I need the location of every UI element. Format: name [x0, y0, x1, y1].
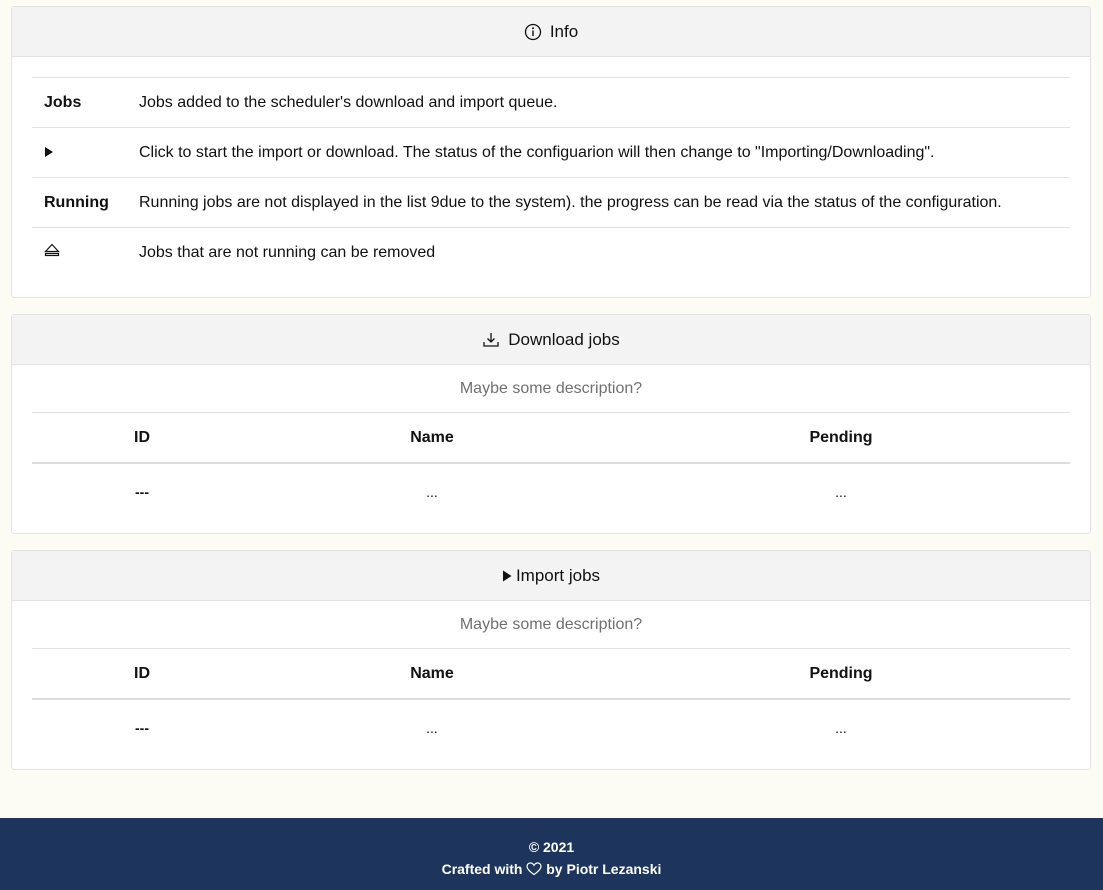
- eject-icon: [44, 244, 60, 261]
- download-jobs-table: [32, 413, 1070, 519]
- column-header-id: ID: [32, 649, 252, 699]
- info-card-title: Info: [549, 21, 579, 41]
- play-icon: [44, 144, 54, 161]
- download-jobs-title: Download jobs: [508, 329, 620, 349]
- cell-name: ...: [426, 483, 438, 500]
- table-row: [32, 463, 1070, 519]
- download-jobs-body: [12, 365, 1090, 519]
- footer-copyright: © 2021: [528, 839, 575, 855]
- cell-pending: ...: [835, 719, 847, 736]
- column-header-pending: Pending: [612, 413, 1070, 463]
- info-desc-eject: Jobs that are not running can be removed: [139, 243, 436, 261]
- info-term-running: Running: [44, 193, 109, 211]
- import-jobs-body: [12, 601, 1090, 755]
- info-card-header: [12, 7, 1090, 57]
- cell-id: ---: [135, 483, 149, 500]
- cell-id: ---: [135, 719, 149, 736]
- table-header-row: [32, 649, 1070, 699]
- download-jobs-header: [12, 315, 1090, 365]
- column-header-id: ID: [32, 413, 252, 463]
- footer-crafted-prefix: Crafted with: [441, 861, 523, 877]
- info-desc-play: Click to start the import or download. The status of the configuarion will then change to "Importing/Downloading".: [139, 143, 935, 161]
- cell-pending: ...: [835, 483, 847, 500]
- import-jobs-header: [12, 551, 1090, 601]
- info-term-jobs: Jobs: [44, 93, 82, 111]
- info-row-jobs: [32, 78, 1070, 128]
- import-jobs-table: [32, 649, 1070, 755]
- cell-name: ...: [426, 719, 438, 736]
- info-row-play: [32, 128, 1070, 178]
- download-icon: [482, 331, 500, 349]
- column-header-pending: Pending: [612, 649, 1070, 699]
- footer-crafted-suffix: by Piotr Lezanski: [546, 861, 662, 877]
- import-jobs-card: [11, 550, 1091, 770]
- table-header-row: [32, 413, 1070, 463]
- download-jobs-card: [11, 314, 1091, 534]
- info-card: [11, 6, 1091, 298]
- info-card-body: [12, 57, 1090, 278]
- import-jobs-description: Maybe some description?: [32, 601, 1070, 649]
- info-row-eject: [32, 228, 1070, 278]
- info-table: [32, 77, 1070, 278]
- info-desc-running: Running jobs are not displayed in the list 9due to the system). the progress can be read via the status of the configuration.: [139, 193, 1002, 211]
- info-circle-icon: [524, 23, 542, 41]
- table-row: [32, 699, 1070, 755]
- heart-icon: [526, 860, 542, 882]
- import-jobs-title: Import jobs: [515, 565, 601, 585]
- play-icon: [502, 570, 512, 582]
- info-desc-jobs: Jobs added to the scheduler's download and import queue.: [139, 93, 558, 111]
- info-term-eject: [32, 228, 127, 278]
- footer: [0, 818, 1103, 890]
- download-jobs-description: Maybe some description?: [32, 365, 1070, 413]
- footer-credit: [0, 858, 1103, 882]
- column-header-name: Name: [252, 413, 612, 463]
- info-row-running: [32, 178, 1070, 228]
- info-term-play: [32, 128, 127, 178]
- column-header-name: Name: [252, 649, 612, 699]
